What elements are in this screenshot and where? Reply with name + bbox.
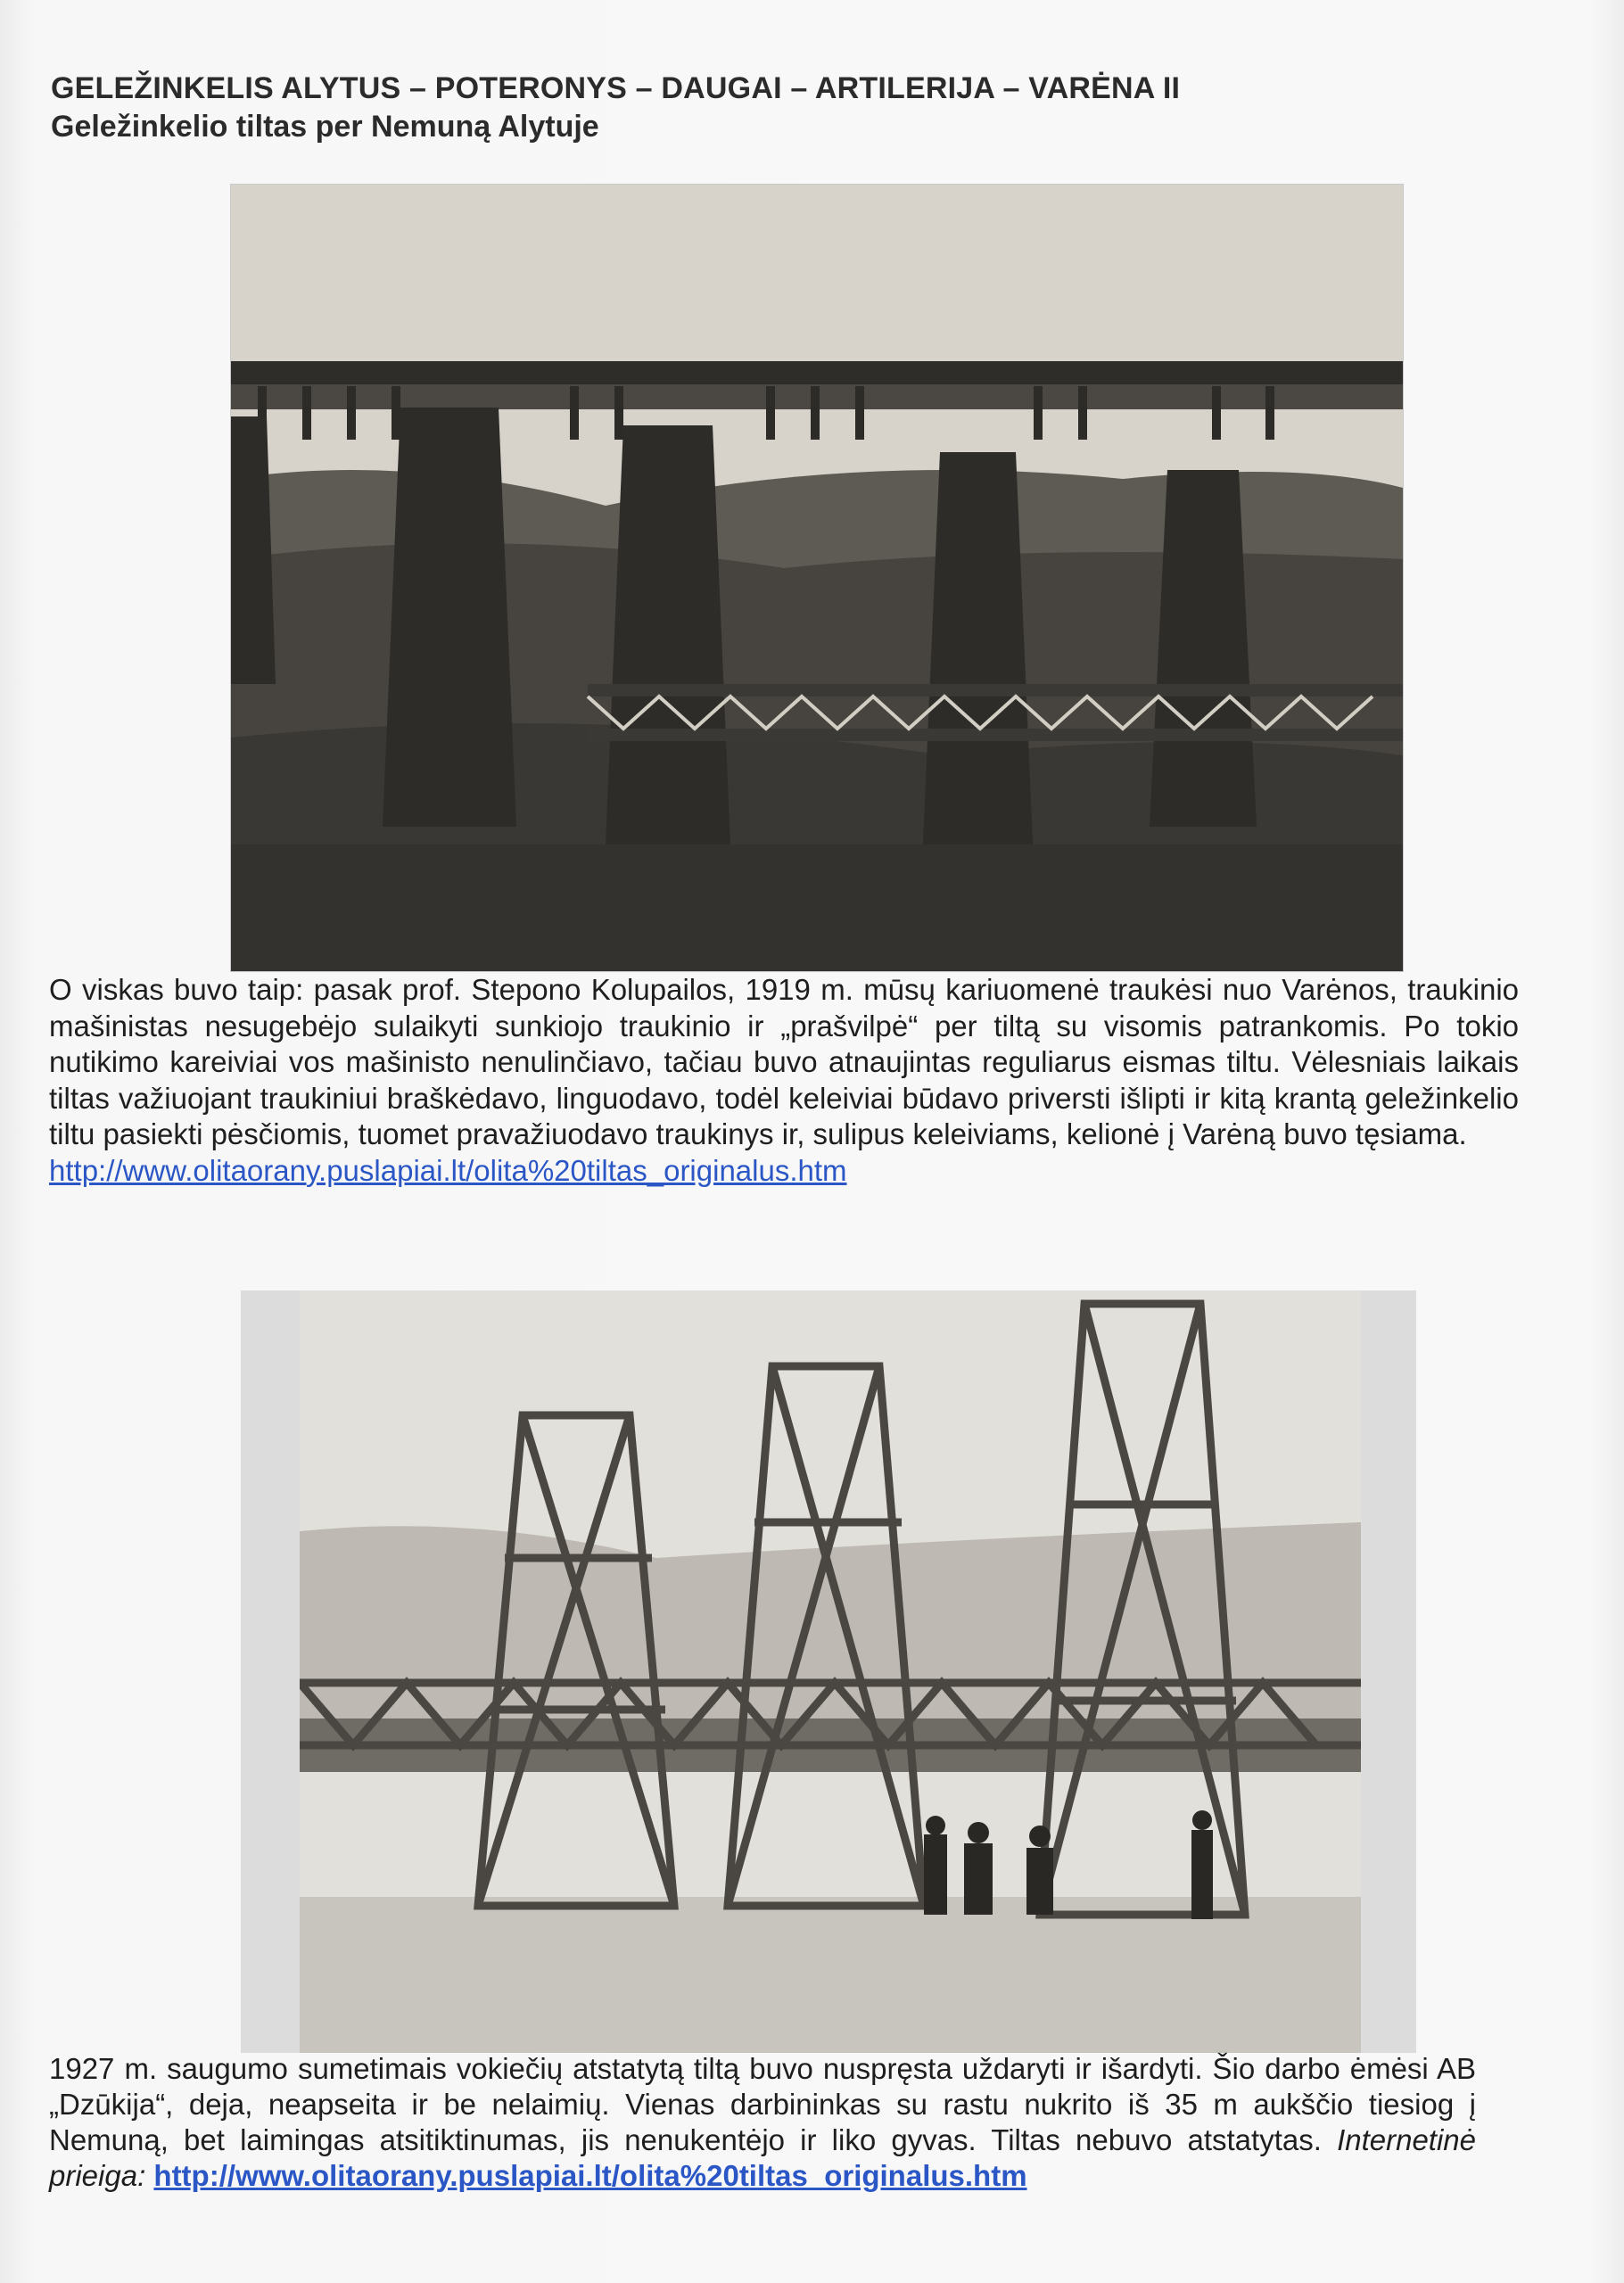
paragraph-2-text: 1927 m. saugumo sumetimais vokiečių atstatytą tiltą buvo nuspręsta uždaryti ir išardyti. Šio darbo ėmėsi AB „Dzūkija“, deja, neapseita ir be nelaimių. Vienas darbininkas su rastu nukrito iš 35 m aukščio tiesiog į Nemuną, bet laimingas atsitiktinumas, jis nenukentėjo ir liko gyvas. Tiltas nebuvo atstatytas.	[49, 2052, 1476, 2156]
paragraph-2-source-link[interactable]: http://www.olitaorany.puslapiai.lt/olita%20tiltas_originalus.htm	[153, 2159, 1027, 2192]
page-title: GELEŽINKELIS ALYTUS – POTERONYS – DAUGAI – ARTILERIJA – VARĖNA II	[51, 71, 1181, 105]
bridge-photo-1	[230, 184, 1404, 972]
paragraph-1	[49, 972, 1519, 1189]
paragraph-2-source-label: Internetinė prieiga:	[49, 2123, 1477, 2192]
bridge-photo-2-illustration	[300, 1290, 1361, 2053]
bridge-photo-1-illustration	[231, 185, 1403, 971]
paragraph-1-source-link[interactable]: http://www.olitaorany.puslapiai.lt/olita%20tiltas_originalus.htm	[49, 1153, 847, 1187]
paragraph-1-text: O viskas buvo taip: pasak prof. Stepono Kolupailos, 1919 m. mūsų kariuomenė traukėsi nuo Varėnos, traukinio mašinistas nesugebėjo sulaikyti sunkiojo traukinio ir „prašvilpė“ per tiltą su visomis patrankomis. Po tokio nutikimo kareiviai vos mašinisto nenulinčiavo, tačiau buvo atnaujintas reguliarus eismas tiltu. Vėlesniais laikais tiltas važiuojant traukiniui braškėdavo, linguodavo, todėl keleiviai būdavo priversti išlipti ir kitą krantą geležinkelio tiltu pasiekti pėsčiomis, tuomet pravažiuodavo traukinys ir, sulipus keleiviams, kelionė į Varėną buvo tęsiama.	[49, 973, 1519, 1150]
paragraph-2	[49, 2051, 1476, 2194]
bridge-photo-2	[300, 1290, 1361, 2053]
page-subtitle: Geležinkelio tiltas per Nemuną Alytuje	[51, 110, 599, 144]
